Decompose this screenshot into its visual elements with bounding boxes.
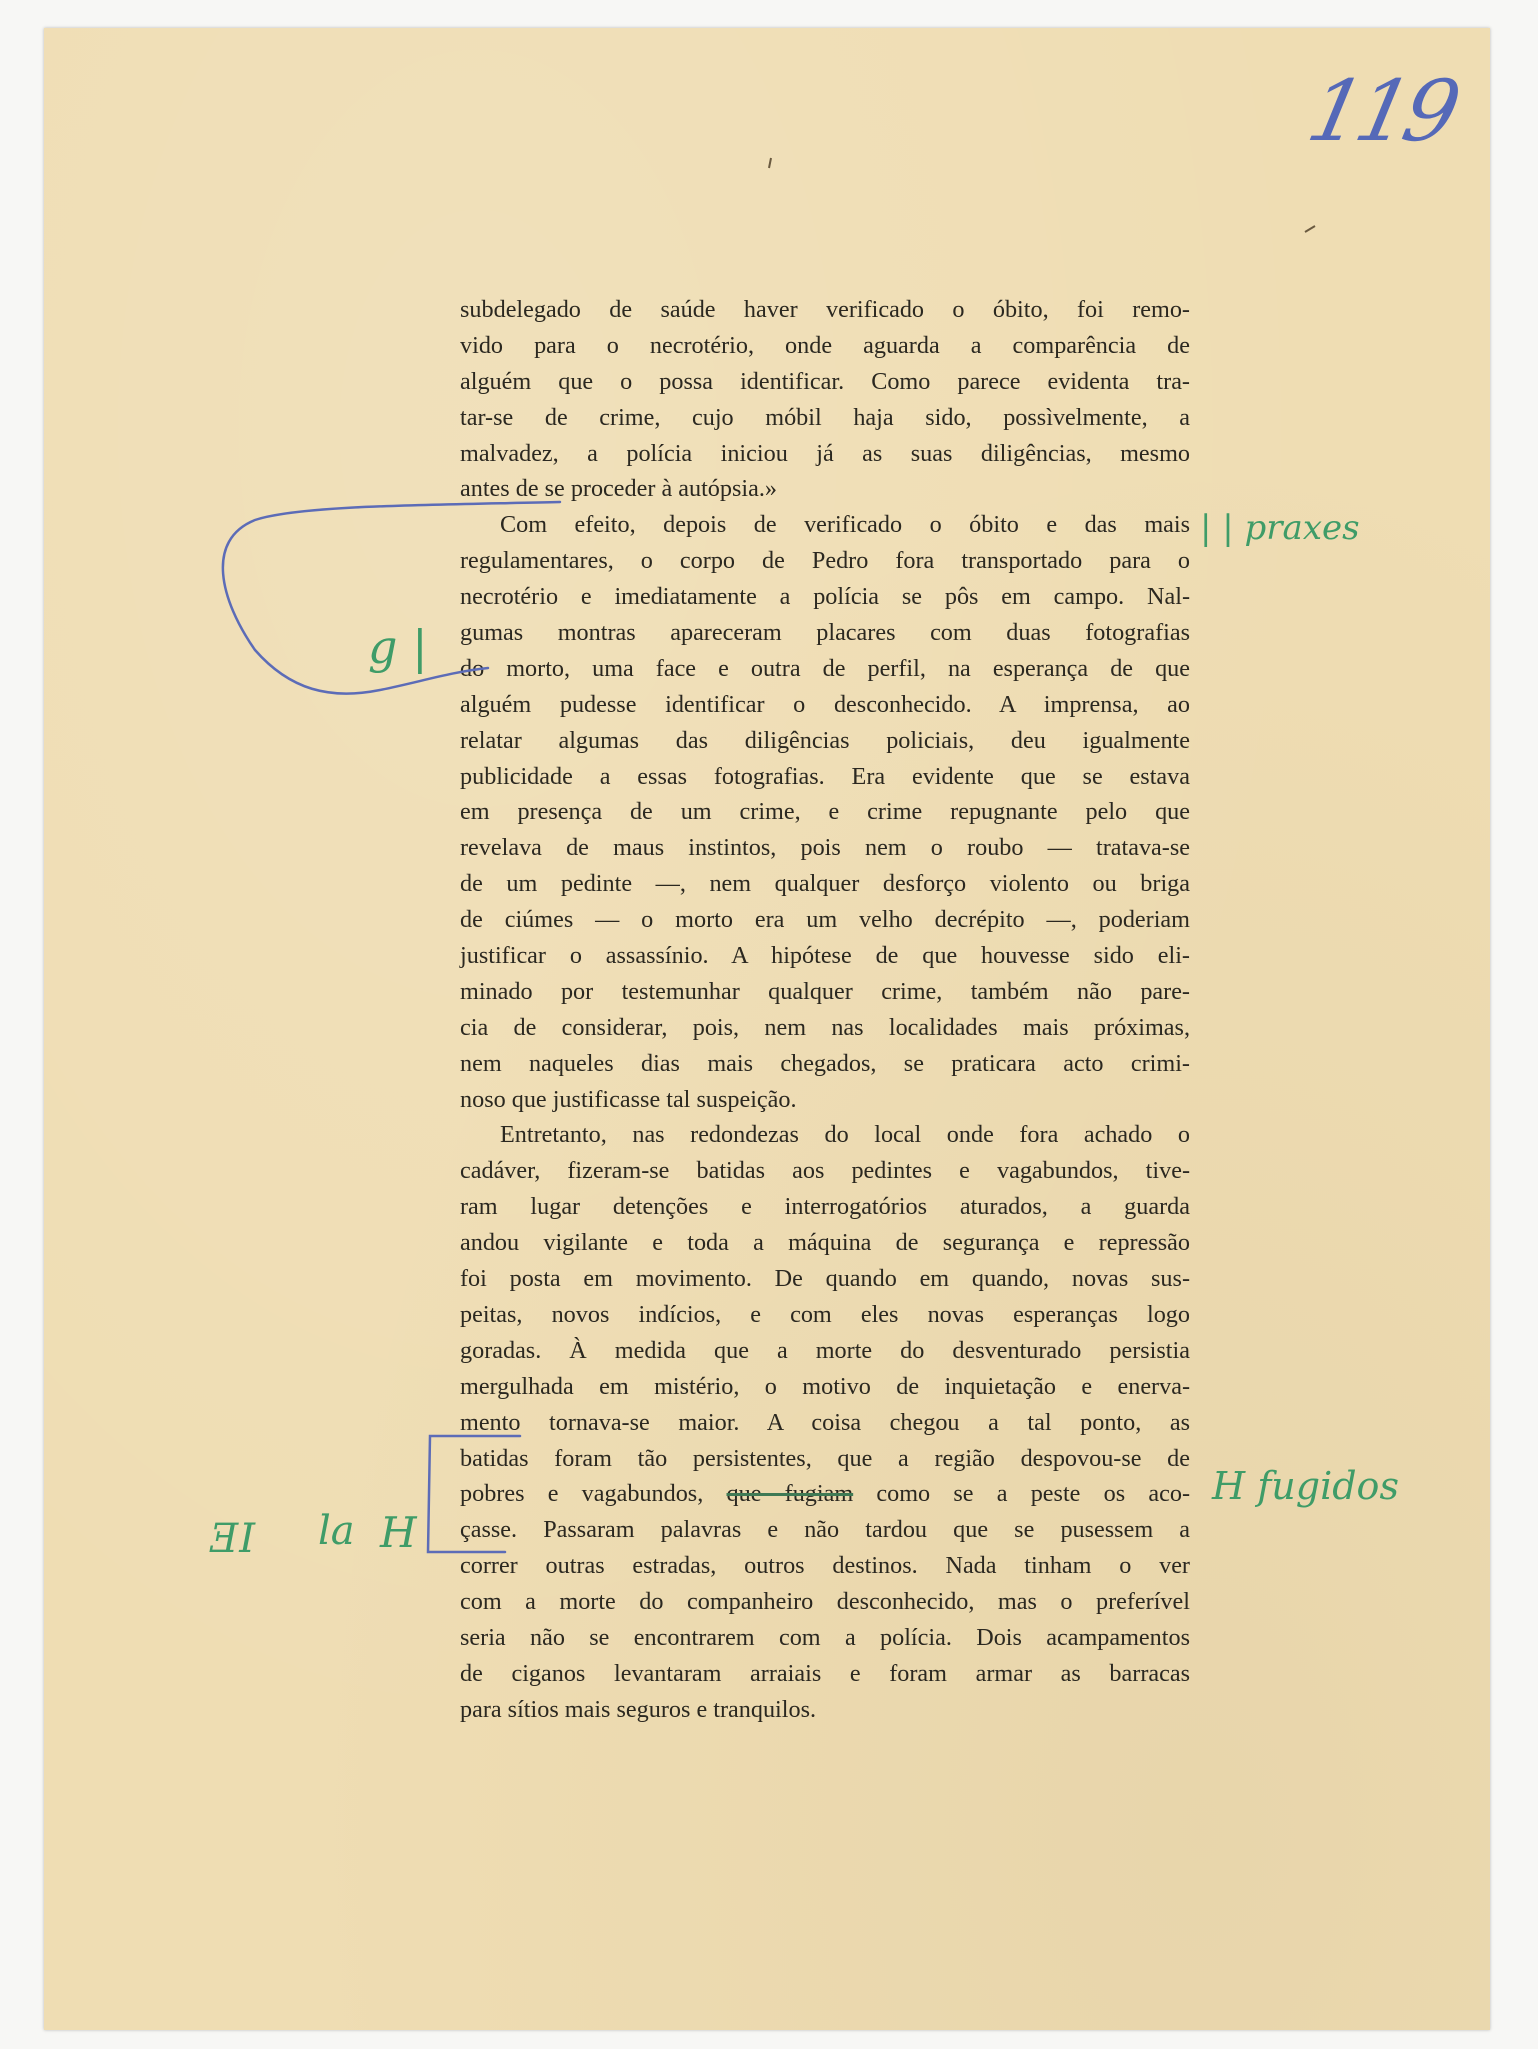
body-text: [460, 292, 1190, 1728]
text-line: nem naqueles dias mais chegados, se praticara acto crimi-: [460, 1049, 1190, 1077]
paragraph-start: Entretanto, nas redondezas do local onde fora achado o: [500, 1121, 1190, 1149]
text-line: cadáver, fizeram-se batidas aos pedintes e vagabundos, tive-: [460, 1157, 1190, 1185]
margin-note-praxes: | | praxes: [1200, 508, 1360, 548]
text-line: em presença de um crime, e crime repugnante pelo que: [460, 798, 1190, 826]
text-line: justificar o assassínio. A hipótese de que houvesse sido eli-: [460, 942, 1190, 970]
text-line: de um pedinte —, nem qualquer desforço violento ou briga: [460, 870, 1190, 898]
paragraph-start: Com efeito, depois de verificado o óbito e das mais: [500, 511, 1190, 539]
text-line: vido para o necrotério, onde aguarda a comparência de: [460, 331, 1190, 359]
text-line: do morto, uma face e outra de perfil, na esperança de que: [460, 654, 1190, 682]
text-line: gumas montras apareceram placares com duas fotografias: [460, 619, 1190, 647]
text-line: antes de se proceder à autópsia.»: [460, 475, 777, 503]
text-line: relatar algumas das diligências policiais, deu igualmente: [460, 726, 1190, 754]
margin-note-left: H: [380, 1508, 417, 1557]
text-line: malvadez, a polícia iniciou já as suas diligências, mesmo: [460, 439, 1190, 467]
text-line: de ciganos levantaram arraiais e foram armar as barracas: [460, 1659, 1190, 1687]
text-line: publicidade a essas fotografias. Era evidente que se estava: [460, 762, 1190, 790]
text-line: mento tornava-se maior. A coisa chegou a tal ponto, as: [460, 1408, 1190, 1436]
text-line: para sítios mais seguros e tranquilos.: [460, 1695, 817, 1723]
text-line: ram lugar detenções e interrogatórios aturados, a guarda: [460, 1193, 1190, 1221]
text-line: alguém pudesse identificar o desconhecido. A imprensa, ao: [460, 690, 1190, 718]
text-line: tar-se de crime, cujo móbil haja sido, possìvelmente, a: [460, 403, 1190, 431]
text-line: revelava de maus instintos, pois nem o roubo — tratava-se: [460, 834, 1190, 862]
text-line: mergulhada em mistério, o motivo de inquietação e enerva-: [460, 1372, 1190, 1400]
text-line: com a morte do companheiro desconhecido, mas o preferível: [460, 1588, 1190, 1616]
text-line: peitas, novos indícios, e com eles novas esperanças logo: [460, 1300, 1190, 1328]
struck-text: que fugiam: [726, 1480, 854, 1508]
margin-note-fugidos: H fugidos: [1212, 1464, 1399, 1508]
text-line: minado por testemunhar qualquer crime, também não pare-: [460, 977, 1190, 1005]
text-line: çasse. Passaram palavras e não tardou que se pusessem a: [460, 1516, 1190, 1544]
text-line: regulamentares, o corpo de Pedro fora transportado para o: [460, 547, 1190, 575]
text-line-with-correction: [460, 1476, 1190, 1512]
text-line: goradas. À medida que a morte do desventurado persistia: [460, 1336, 1190, 1364]
text-line: andou vigilante e toda a máquina de segurança e repressão: [460, 1229, 1190, 1257]
text-line: foi posta em movimento. De quando em quando, novas sus-: [460, 1265, 1190, 1293]
margin-note-g: g |: [368, 620, 428, 674]
text-segment: como se a peste os aco-: [853, 1480, 1190, 1508]
text-line: subdelegado de saúde haver verificado o óbito, foi remo-: [460, 296, 1190, 323]
margin-note-left: ƎI: [210, 1516, 255, 1562]
text-line: de ciúmes — o morto era um velho decrépito —, poderiam: [460, 906, 1190, 934]
margin-note-left: la: [318, 1508, 355, 1554]
text-segment: pobres e vagabundos,: [460, 1480, 727, 1508]
text-line: batidas foram tão persistentes, que a região despovou-se de: [460, 1444, 1190, 1472]
text-line: correr outras estradas, outros destinos. Nada tinham o ver: [460, 1552, 1190, 1580]
text-line: noso que justificasse tal suspeição.: [460, 1085, 797, 1113]
text-line: seria não se encontrarem com a polícia. Dois acampamentos: [460, 1623, 1190, 1651]
text-line: necrotério e imediatamente a polícia se pôs em campo. Nal-: [460, 583, 1190, 611]
page-number: 119: [1299, 62, 1463, 160]
text-line: alguém que o possa identificar. Como parece evidenta tra-: [460, 367, 1190, 395]
text-line: cia de considerar, pois, nem nas localidades mais próximas,: [460, 1013, 1190, 1041]
